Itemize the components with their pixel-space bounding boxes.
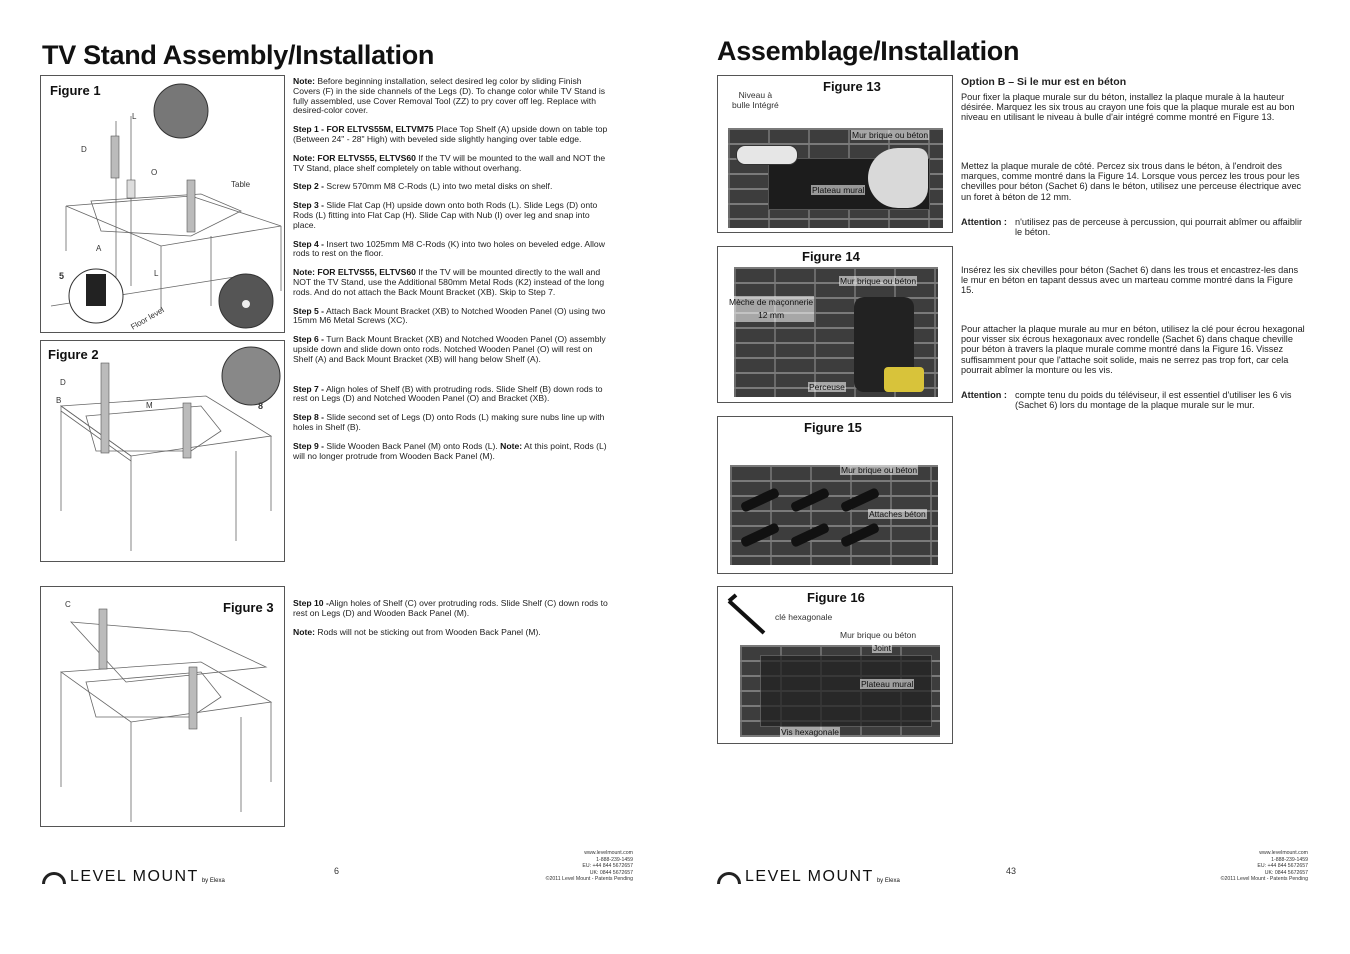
step-9: Step 9 - Slide Wooden Back Panel (M) onto Rods (L). Note: At this point, Rods (L) will no longer protrude from Wooden Back Panel (M). — [293, 440, 607, 461]
figure-14-bit-label: Mèche de maçonnerie 12 mm — [729, 297, 814, 320]
figure-16 — [717, 586, 953, 744]
left-instructions-2 — [293, 599, 608, 646]
figure-13-title: Figure 13 — [823, 79, 881, 94]
figure-3-label-c: C — [65, 600, 71, 609]
figure-1-label-floor: Floor level — [129, 305, 166, 332]
footer-contact-left: www.levelmount.com 1-888-239-1459 EU: +44 844 5672657 UK: 0844 5672657 ©2011 Level Mount - Patents Pending — [545, 850, 633, 882]
para-2: Mettez la plaque murale de côté. Percez six trous dans le béton, à l'endroit des marques, comme montré dans la Figure 14. Lorsque vous percez les trous pour les chevilles pour béton (Sachet 6) dans le béton, utilisez une perceuse électrique avec un foret à béton de 12 mm. — [961, 161, 1302, 202]
logo-arc-icon — [717, 872, 741, 884]
figure-1-label-l: L — [132, 112, 137, 121]
figure-16-wall-label: Mur brique ou béton — [840, 630, 917, 640]
step-2: Step 2 - Screw 570mm M8 C-Rods (L) into two metal disks on shelf. — [293, 181, 553, 192]
option-b-title: Option B – Si le mur est en béton — [961, 76, 1127, 88]
figure-16-key-label: clé hexagonale — [775, 612, 833, 622]
brand-name: LEVEL MOUNT — [745, 868, 874, 885]
bubble-level-icon — [736, 145, 798, 165]
figure-1-drawing — [41, 76, 285, 333]
figure-16-joint-label: Joint — [873, 643, 891, 653]
figure-14-wall-label: Mur brique ou béton — [840, 276, 917, 286]
figure-2-label-b: B — [56, 396, 62, 405]
figure-16-title: Figure 16 — [807, 590, 865, 605]
figure-16-plate-label: Plateau mural — [861, 679, 914, 689]
footer-contact-right: www.levelmount.com 1-888-239-1459 EU: +44 844 5672657 UK: 0844 5672657 ©2011 Level Mount - Patents Pending — [1220, 850, 1308, 882]
figure-15-anchors-label: Attaches béton — [869, 509, 926, 519]
para-4: Pour attacher la plaque murale au mur en béton, utilisez la clé pour écrou hexagonal pour visser six écrous hexagonaux avec rondelle (Sachet 6) dans chaque cheville pour béton à travers la plaque murale comme montré dans la Figure 16. Vissez suffisamment pour que l'attache soit solide, mais ne serrez pas trop fort, car cela pourrait abîmer la monture ou les vis. — [961, 324, 1305, 375]
para-3: Insérez les six chevilles pour béton (Sachet 6) dans les trous et encastrez-les dans le mur en béton en tapant dessus avec un marteau comme montré dans la Figure 15. — [961, 265, 1299, 296]
figure-3-title: Figure 3 — [223, 600, 274, 615]
note-paragraph: Note: Before beginning installation, select desired leg color by sliding Finish Covers (F) in the side channels of the Legs (D). To change color while TV Stand is fully assembled, use Cover Removal Tool (ZZ) to pry cover off leg. Replace with desired-color cover. — [293, 76, 606, 116]
figure-13-plate-label: Plateau mural — [812, 185, 865, 195]
hand-pencil — [868, 148, 928, 208]
brand-by: by Elexa — [201, 878, 225, 884]
step-4: Step 4 - Insert two 1025mm M8 C-Rods (K) into two holes on beveled edge. Allow rods to rest on the floor. — [293, 238, 605, 259]
figure-14 — [717, 246, 953, 403]
figure-3-drawing — [41, 587, 285, 827]
figure-3 — [40, 586, 285, 827]
page-number-right: 43 — [1006, 866, 1017, 876]
brand-logo-right — [717, 870, 900, 884]
figure-13-photo — [728, 128, 943, 228]
figure-15 — [717, 416, 953, 574]
hex-key-icon — [724, 593, 774, 643]
brand-logo-left — [42, 870, 225, 884]
step-1: Step 1 - FOR ELTVS55M, ELTVM75 Place Top Shelf (A) upside down on table top (Between 24" - 28" High) with beveled side slightly hanging over table edge. — [293, 124, 608, 144]
step-7: Step 7 - Align holes of Shelf (B) with protruding rods. Slide Shelf (B) down rods to rest on Legs (D) and Notched Wooden Panel (O) and Bracket (XB). — [293, 383, 603, 404]
figure-15-title: Figure 15 — [804, 420, 862, 435]
figure-1-label-l2: L — [154, 269, 159, 278]
page-number-left: 6 — [334, 866, 340, 876]
figure-13-level-label: Niveau à bulle Intégré — [732, 90, 779, 110]
figure-1-label-a: A — [96, 244, 102, 253]
logo-arc-icon — [42, 872, 66, 884]
step-5: Step 5 - Attach Back Mount Bracket (XB) to Notched Wooden Panel (O) using two 15mm M6 Metal Screws (XC). — [293, 305, 606, 326]
attention-1: Attention : n'utilisez pas de perceuse à percussion, qui pourrait abîmer ou affaiblir le béton. — [961, 217, 1303, 238]
step-10: Step 10 -Align holes of Shelf (C) over protruding rods. Slide Shelf (C) down rods to rest on Legs (D) and Wooden Back Panel (M). — [293, 598, 608, 618]
figure-14-title: Figure 14 — [802, 249, 860, 264]
figure-2-label-8: 8 — [258, 401, 264, 411]
figure-1-label-o: O — [151, 168, 158, 177]
figure-14-drill-label: Perceuse — [809, 382, 845, 392]
note-3: Note: FOR ELTVS55, ELTVS60 If the TV will be mounted directly to the wall and NOT the TV Stand, use the Additional 580mm Metal Rods (K2) instead of the long rods. And do not attach the Back Mount Bracket (XB). Skip to Step 7. — [293, 267, 605, 297]
figure-16-screws-label: Vis hexagonale — [781, 727, 839, 737]
note-2: Note: FOR ELTVS55, ELTVS60 If the TV will be mounted to the wall and NOT the TV Stand, place shelf completely on table without overhang. — [293, 152, 606, 173]
para-1: Pour fixer la plaque murale sur du béton, installez la plaque murale à la hauteur désirée. Marquez les six trous au crayon une fois que la plaque murale est au bon niveau en utilisant le niveau à bulle d'air intégré comme montré en Figure 13. — [961, 92, 1295, 123]
brand-by: by Elexa — [876, 878, 900, 884]
page-title-right: Assemblage/Installation — [717, 36, 1020, 66]
figure-1-label-table: Table — [231, 180, 251, 189]
figure-2-drawing — [41, 341, 285, 562]
figure-2-title: Figure 2 — [48, 347, 99, 362]
step-8: Step 8 - Slide second set of Legs (D) onto Rods (L) making sure nubs line up with holes in Shelf (B). — [293, 412, 605, 432]
page-title-left: TV Stand Assembly/Installation — [42, 40, 435, 70]
figure-1 — [40, 75, 285, 333]
note-4: Note: Rods will not be sticking out from Wooden Back Panel (M). — [293, 626, 541, 637]
figure-16-photo — [740, 645, 940, 737]
figure-14-photo — [734, 267, 938, 397]
figure-13 — [717, 75, 953, 233]
step-6: Step 6 - Turn Back Mount Bracket (XB) and Notched Wooden Panel (O) assembly upside down and slide down onto rods. Notched Wooden Panel (O) will rest on Shelf (A) and Back Mount Bracket (XB) will hang below Shelf (A). — [293, 334, 606, 364]
brand-name: LEVEL MOUNT — [70, 868, 199, 885]
attention-2: Attention : compte tenu du poids du téléviseur, il est essentiel d'utiliser les 6 vis (Sachet 6) lors du montage de la plaque murale sur le mur. — [961, 390, 1292, 411]
figure-2 — [40, 340, 285, 562]
left-instructions — [293, 77, 608, 470]
figure-1-title: Figure 1 — [50, 83, 101, 98]
figure-2-label-d: D — [60, 378, 66, 387]
figure-1-label-d: D — [81, 145, 87, 154]
figure-15-wall-label: Mur brique ou béton — [841, 465, 918, 475]
figure-2-label-m: M — [146, 401, 153, 410]
figure-13-wall-label: Mur brique ou béton — [852, 130, 929, 140]
figure-1-label-5: 5 — [59, 271, 65, 281]
step-3: Step 3 - Slide Flat Cap (H) upside down onto both Rods (L). Slide Legs (D) onto Rods (L) fitting into Flat Cap (H). Slide Cap with Nub (I) over leg and snap into place. — [293, 200, 598, 230]
